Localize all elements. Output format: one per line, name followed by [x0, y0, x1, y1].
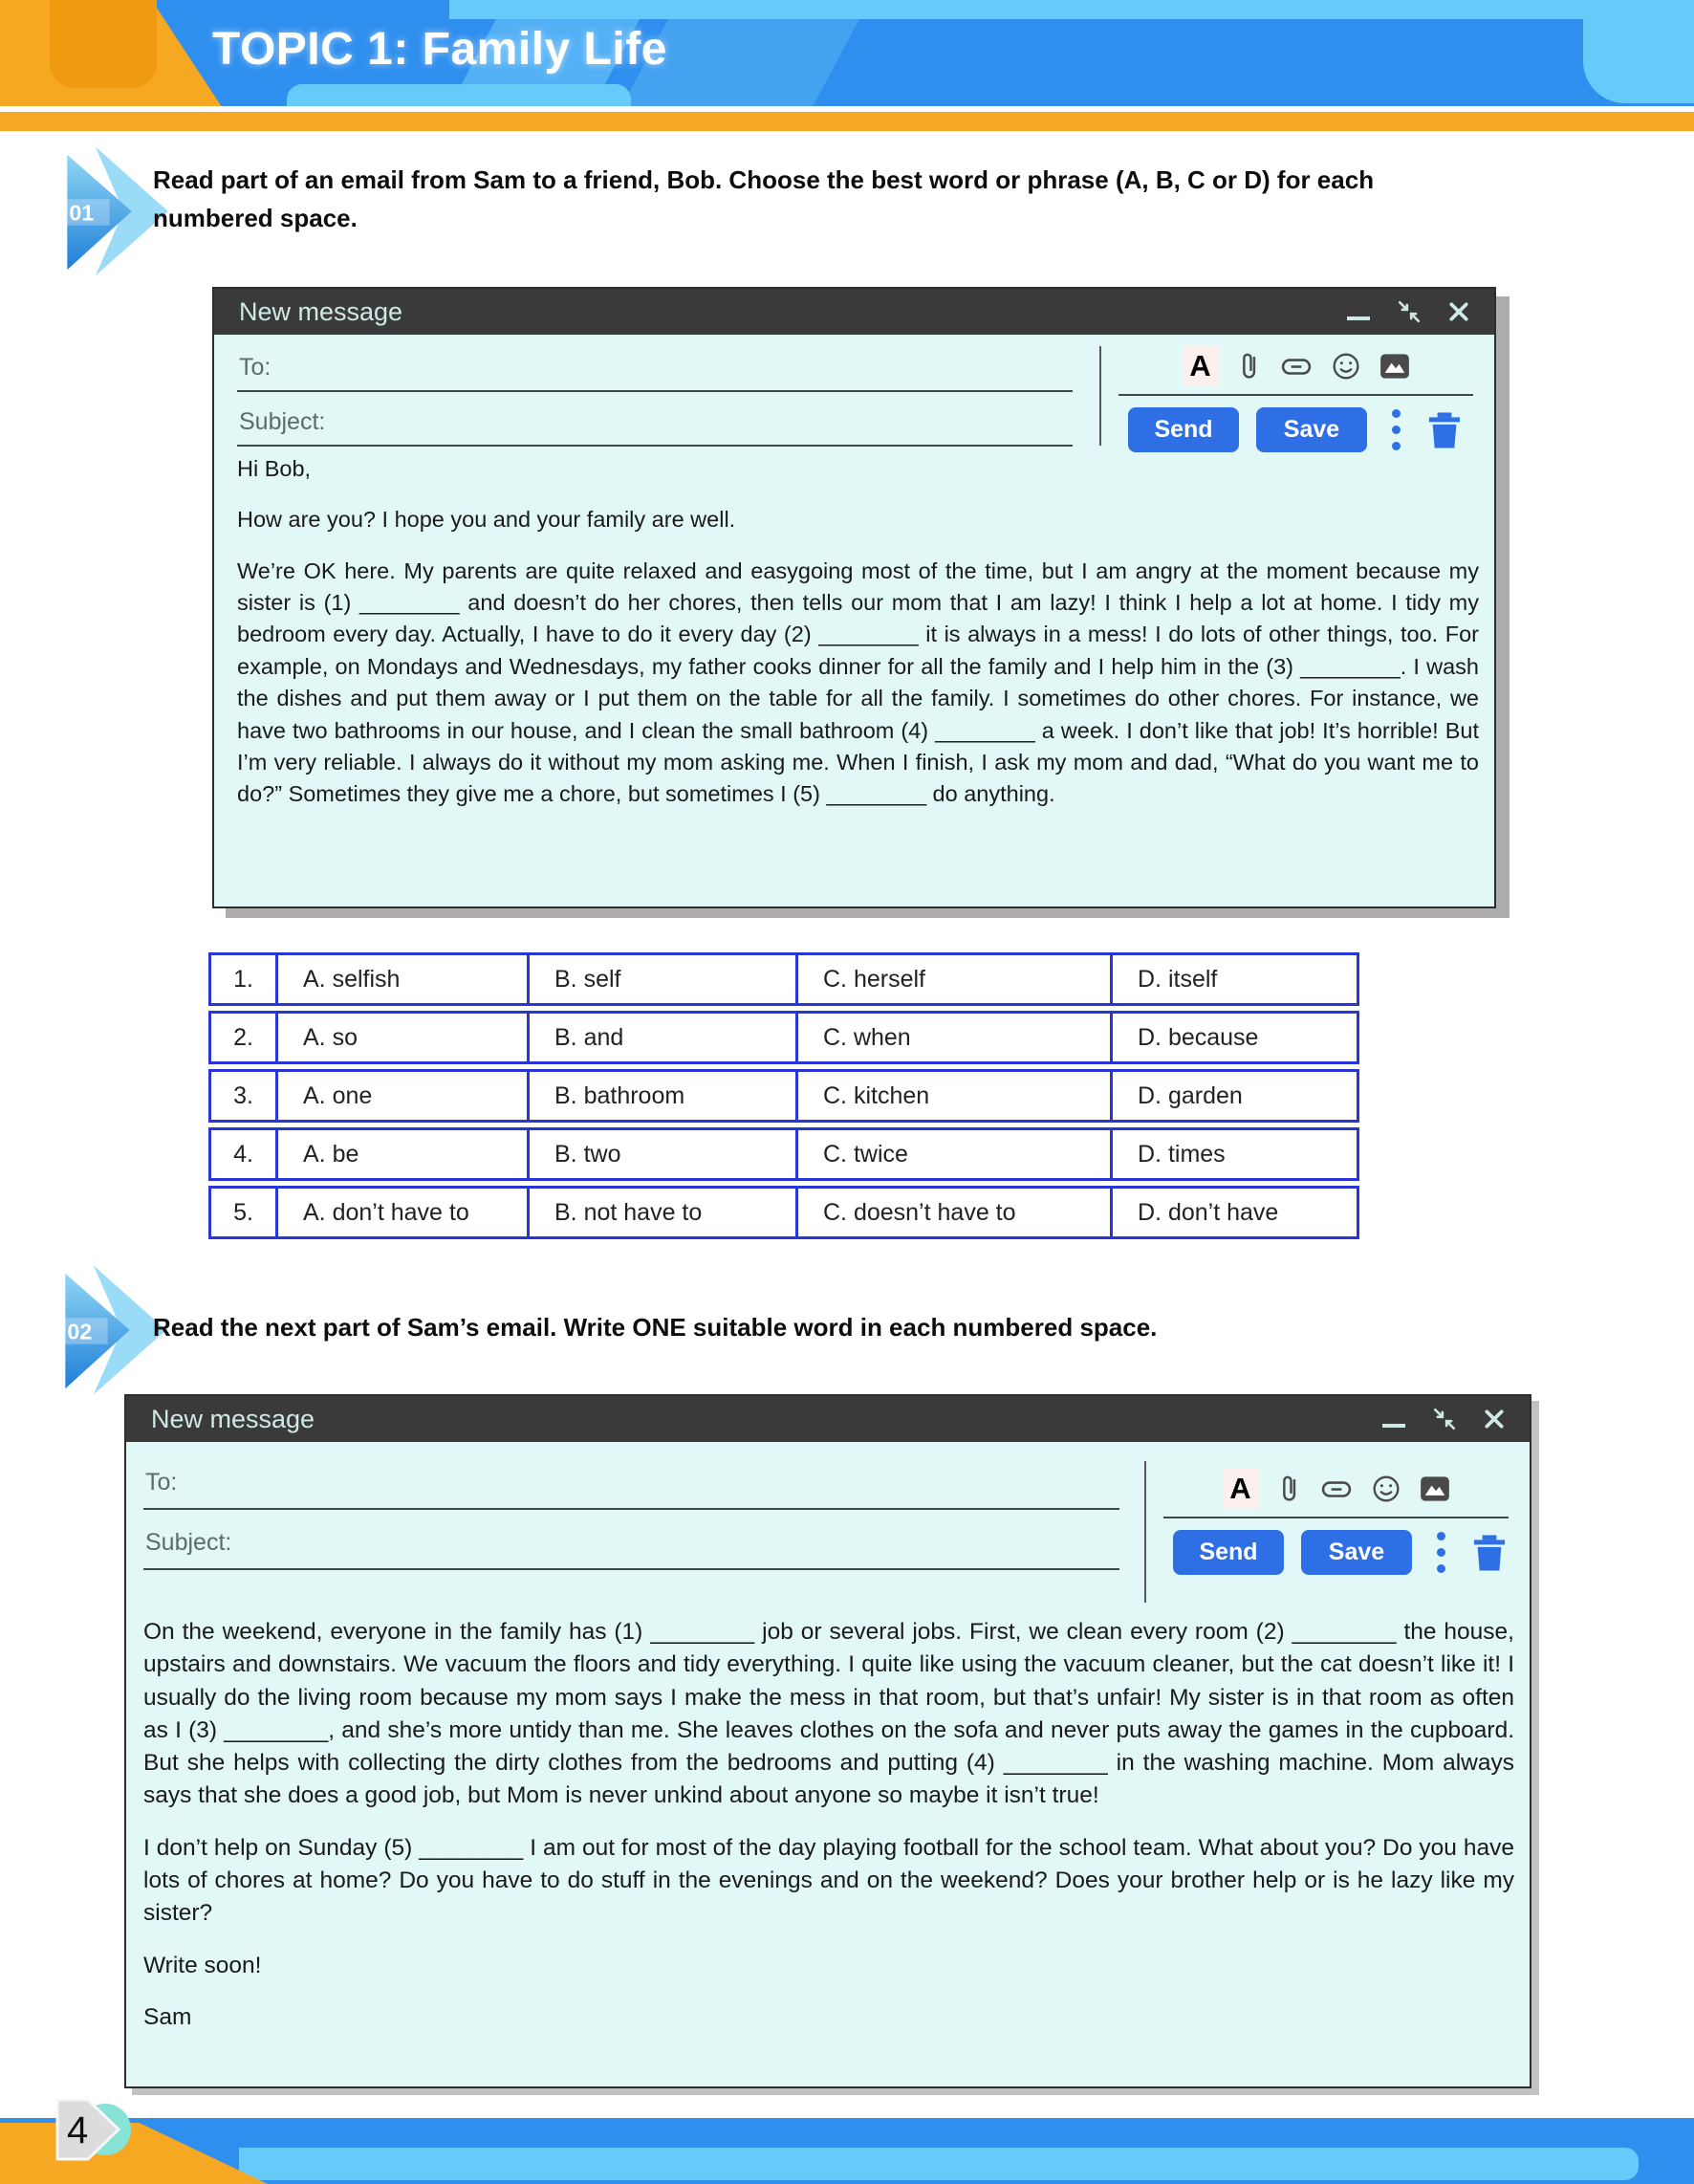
subject-label: Subject:	[239, 408, 326, 435]
table-row	[208, 952, 1359, 1006]
page-number-badge	[50, 2094, 136, 2165]
format-text-icon[interactable]: A	[1183, 346, 1219, 386]
save-button[interactable]: Save	[1256, 407, 1367, 452]
option-c: C. when	[795, 1011, 1113, 1064]
email-1-paragraph: We’re OK here. My parents are quite relaxed and easygoing most of the time, but I am angry at the moment because my sister is (1) ________ and doesn’t do her chores, then tells our mom that I am lazy! I think I help a lot at home. I tidy my bedroom every day. Actually, I have to do it every day (2) ________ it is always in a mess! I do lots of other things, too. For example, on Mondays and Wednesdays, my father cooks dinner for all the family and I help him in the (3) ________. I wash the dishes and put them away or I put them on the table for all the family. I sometimes do other chores. For instance, we have two bathrooms in our house, and I clean the small bathroom (4) ________ a week. I don’t like that job! It’s horrible! But I’m very reliable. I always do it without my mom asking me. When I finish, I ask my mom and dad, “What do you want me to do?” Sometimes they give me a chore, but sometimes I (5) ________ do anything.	[237, 557, 1479, 807]
email-2-window-title: New message	[151, 1404, 315, 1433]
header-orange-bar	[0, 112, 1694, 131]
page-title: TOPIC 1: Family Life	[212, 24, 667, 75]
option-b: B. not have to	[527, 1186, 798, 1239]
option-a: A. don’t have to	[275, 1186, 530, 1239]
option-number: 3.	[208, 1069, 278, 1123]
option-number: 5.	[208, 1186, 278, 1239]
insert-image-icon[interactable]	[1420, 1475, 1450, 1502]
table-row	[208, 1069, 1359, 1123]
exercise-2-instruction: Read the next part of Sam’s email. Write ONE suitable word in each numbered space.	[153, 1313, 1158, 1342]
exercise-1-number: 01	[69, 200, 95, 226]
email-window-1	[212, 287, 1496, 908]
option-d: D. garden	[1110, 1069, 1359, 1123]
format-text-icon[interactable]: A	[1223, 1469, 1259, 1509]
emoji-icon[interactable]	[1372, 1474, 1401, 1503]
close-icon[interactable]	[1484, 1409, 1505, 1430]
email-1-greeting: Hi Bob,	[237, 456, 312, 481]
footer-light-strip	[239, 2148, 1639, 2180]
email-1-paragraph: How are you? I hope you and your family are well.	[237, 507, 736, 533]
option-c: C. twice	[795, 1127, 1113, 1181]
option-a: A. be	[275, 1127, 530, 1181]
option-number: 2.	[208, 1011, 278, 1064]
subject-field[interactable]	[237, 403, 1073, 447]
email-2-paragraph: I don’t help on Sunday (5) ________ I am out for most of the day playing football for the school team. What about you? Do you have lots of chores at home? Do you have to do stuff in the evenings and on the weekend? Does your brother help or is he lazy like my sister?	[143, 1834, 1514, 1927]
email-2-signature: Sam	[143, 2003, 192, 2030]
save-button[interactable]: Save	[1301, 1530, 1412, 1575]
option-d: D. because	[1110, 1011, 1359, 1064]
trash-icon[interactable]	[1470, 1533, 1509, 1573]
page-number: 4	[67, 2109, 89, 2151]
exercise-1-instruction: Read part of an email from Sam to a friend, Bob. Choose the best word or phrase (A, B, C or D) for each numbered space.	[153, 165, 1375, 233]
option-number: 4.	[208, 1127, 278, 1181]
subject-field[interactable]	[143, 1523, 1119, 1570]
email-2-titlebar[interactable]	[126, 1396, 1530, 1442]
emoji-icon[interactable]	[1332, 352, 1360, 381]
subject-label: Subject:	[145, 1529, 232, 1556]
option-a: A. one	[275, 1069, 530, 1123]
toolbar-rule	[1163, 1517, 1509, 1518]
more-options-icon[interactable]	[1437, 1532, 1445, 1573]
email-window-2	[124, 1394, 1531, 2088]
option-b: B. and	[527, 1011, 798, 1064]
minimize-icon[interactable]	[1382, 1424, 1405, 1428]
option-c: C. herself	[795, 952, 1113, 1006]
table-row	[208, 1011, 1359, 1064]
header-orange-box	[50, 0, 157, 88]
toolbar-rule	[1118, 394, 1473, 396]
trash-icon[interactable]	[1425, 410, 1464, 450]
options-table	[208, 952, 1359, 1244]
option-c: C. kitchen	[795, 1069, 1113, 1123]
option-number: 1.	[208, 952, 278, 1006]
email-1-window-title: New message	[239, 296, 403, 326]
restore-icon[interactable]	[1432, 1407, 1457, 1431]
table-row	[208, 1186, 1359, 1239]
send-button[interactable]: Send	[1128, 407, 1239, 452]
option-c: C. doesn’t have to	[795, 1186, 1113, 1239]
exercise-2-number: 02	[67, 1319, 93, 1344]
option-b: B. self	[527, 952, 798, 1006]
to-label: To:	[239, 354, 271, 381]
header-right-decor	[1583, 15, 1694, 103]
insert-image-icon[interactable]	[1379, 353, 1410, 380]
header-light-strip	[449, 0, 1694, 19]
email-2-closing: Write soon!	[143, 1952, 262, 1978]
header-pill-decor	[287, 84, 631, 106]
to-field[interactable]	[143, 1463, 1119, 1510]
link-icon[interactable]	[1320, 1474, 1353, 1503]
send-button[interactable]: Send	[1173, 1530, 1284, 1575]
option-a: A. so	[275, 1011, 530, 1064]
email-2-paragraph: On the weekend, everyone in the family has (1) ________ job or several jobs. First, we clean every room (2) ________ the house, upstairs and downstairs. We vacuum the floors and tidy everything. I quite like using the vacuum cleaner, but the cat doesn’t like it! I usually do the living room because my mom says I make the mess in that room, but that’s unfair! My sister is in that room as often as I (3) ________, and she’s more untidy than me. She leaves clothes on the sofa and never puts away the games in the cupboard. But she helps with collecting the dirty clothes from the bedrooms and putting (4) ________ in the washing machine. Mom always says that she does a good job, but Mom is never unkind about anyone so maybe it isn’t true!	[143, 1619, 1514, 1809]
attachment-icon[interactable]	[1238, 351, 1261, 382]
email-1-titlebar[interactable]	[214, 289, 1494, 335]
to-field[interactable]	[237, 348, 1073, 392]
restore-icon[interactable]	[1397, 299, 1422, 324]
option-b: B. two	[527, 1127, 798, 1181]
option-b: B. bathroom	[527, 1069, 798, 1123]
option-a: A. selfish	[275, 952, 530, 1006]
minimize-icon[interactable]	[1347, 317, 1370, 320]
option-d: D. times	[1110, 1127, 1359, 1181]
attachment-icon[interactable]	[1278, 1474, 1301, 1504]
table-row	[208, 1127, 1359, 1181]
option-d: D. itself	[1110, 952, 1359, 1006]
page-header	[0, 0, 1694, 106]
to-label: To:	[145, 1469, 178, 1496]
option-d: D. don’t have	[1110, 1186, 1359, 1239]
link-icon[interactable]	[1280, 352, 1313, 381]
close-icon[interactable]	[1448, 301, 1469, 322]
more-options-icon[interactable]	[1392, 409, 1401, 450]
